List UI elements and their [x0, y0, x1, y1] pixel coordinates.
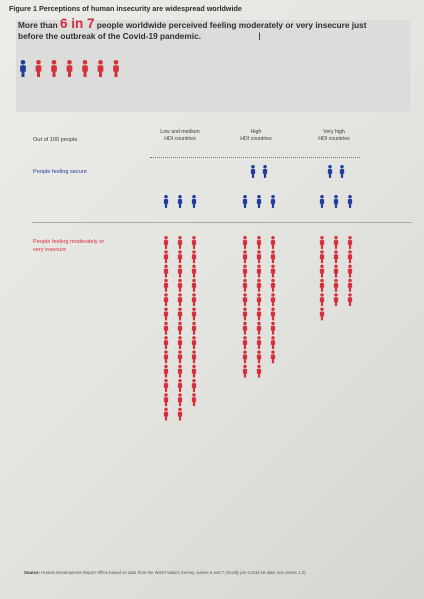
- person-icon: [334, 293, 338, 306]
- person-icon: [320, 279, 324, 292]
- person-icon: [178, 293, 182, 306]
- person-icon: [257, 365, 261, 378]
- person-icon: [178, 195, 182, 208]
- person-icon: [178, 322, 182, 335]
- person-icon: [192, 393, 196, 406]
- person-icon: [334, 195, 338, 208]
- person-icon: [257, 308, 261, 321]
- col-head-line: High: [250, 129, 262, 135]
- person-icon: [243, 293, 247, 306]
- person-icon: [334, 265, 338, 278]
- person-icon: [348, 236, 352, 249]
- person-icon: [271, 265, 275, 278]
- person-icon: [192, 308, 196, 321]
- person-icon: [348, 265, 352, 278]
- person-icon: [164, 308, 168, 321]
- person-icon: [243, 322, 247, 335]
- person-icon: [164, 365, 168, 378]
- person-icon: [348, 195, 352, 208]
- person-icon: [178, 393, 182, 406]
- person-icon: [178, 408, 182, 421]
- person-icon: [164, 236, 168, 249]
- person-icon: [334, 236, 338, 249]
- person-icon: [178, 236, 182, 249]
- person-icon: [320, 236, 324, 249]
- person-icon: [271, 250, 275, 263]
- person-icon: [164, 322, 168, 335]
- person-icon: [348, 293, 352, 306]
- person-icon: [271, 236, 275, 249]
- person-icon: [334, 250, 338, 263]
- person-icon: [320, 195, 324, 208]
- person-icon: [192, 379, 196, 392]
- person-icon: [164, 195, 168, 208]
- person-icon: [257, 336, 261, 349]
- person-icon: [178, 365, 182, 378]
- person-icon: [164, 279, 168, 292]
- person-icon: [243, 350, 247, 363]
- headline-pre: More than: [18, 20, 60, 30]
- person-icon: [320, 308, 324, 321]
- person-icon: [271, 293, 275, 306]
- person-icon: [178, 265, 182, 278]
- headline-highlight: 6 in 7: [59, 16, 95, 31]
- person-icon: [348, 279, 352, 292]
- row-label-insecure-line: very insecure: [33, 247, 67, 253]
- person-icon: [271, 322, 275, 335]
- person-icon: [257, 236, 261, 249]
- person-icon: [334, 279, 338, 292]
- person-icon: [243, 308, 247, 321]
- person-icon: [192, 265, 196, 278]
- person-icon: [348, 250, 352, 263]
- person-icon: [192, 336, 196, 349]
- person-icon: [164, 265, 168, 278]
- person-icon: [243, 336, 247, 349]
- person-icon: [243, 365, 247, 378]
- person-icon: [192, 250, 196, 263]
- person-icon: [257, 350, 261, 363]
- row-label-insecure-line: People feeling moderately or: [33, 239, 105, 245]
- col-head-line: HDI countries: [164, 136, 196, 142]
- text-cursor-icon: I: [258, 31, 262, 43]
- person-icon: [192, 350, 196, 363]
- person-icon: [164, 393, 168, 406]
- person-icon: [257, 293, 261, 306]
- person-icon: [243, 265, 247, 278]
- person-icon: [271, 308, 275, 321]
- person-icon: [192, 365, 196, 378]
- person-icon: [192, 236, 196, 249]
- person-icon: [257, 265, 261, 278]
- person-icon: [178, 336, 182, 349]
- person-icon: [320, 265, 324, 278]
- person-icon: [271, 195, 275, 208]
- person-icon: [164, 379, 168, 392]
- headline-post: people worldwide perceived feeling moderately or very insecure just before the outbreak of the Covid-19 pandemic.: [18, 20, 367, 41]
- person-icon: [271, 336, 275, 349]
- person-icon: [257, 195, 261, 208]
- person-icon: [257, 250, 261, 263]
- person-icon: [192, 322, 196, 335]
- person-icon: [178, 379, 182, 392]
- person-icon: [271, 279, 275, 292]
- person-icon: [320, 250, 324, 263]
- figure-title: Figure 1 Perceptions of human insecurity are widespread worldwide: [9, 4, 242, 13]
- person-icon: [192, 293, 196, 306]
- person-icon: [164, 408, 168, 421]
- person-icon: [178, 308, 182, 321]
- person-icon: [243, 279, 247, 292]
- person-icon: [192, 279, 196, 292]
- person-icon: [271, 350, 275, 363]
- source-note: [24, 570, 404, 576]
- person-icon: [192, 195, 196, 208]
- person-icon: [328, 165, 332, 178]
- col-head-line: Low and medium: [160, 129, 200, 135]
- person-icon: [178, 250, 182, 263]
- person-icon: [257, 322, 261, 335]
- unit-label: Out of 100 people: [33, 137, 78, 143]
- person-icon: [164, 350, 168, 363]
- row-label-secure: People feeling secure: [33, 169, 87, 175]
- person-icon: [164, 336, 168, 349]
- person-icon: [178, 279, 182, 292]
- person-icon: [243, 250, 247, 263]
- person-icon: [263, 165, 267, 178]
- person-icon: [251, 165, 255, 178]
- person-icon: [164, 250, 168, 263]
- person-icon: [243, 195, 247, 208]
- col-head-line: HDI countries: [318, 136, 350, 142]
- source-label: Source:: [24, 570, 40, 575]
- person-icon: [243, 236, 247, 249]
- col-head-line: Very high: [323, 129, 345, 135]
- person-icon: [320, 293, 324, 306]
- person-icon: [257, 279, 261, 292]
- col-head-line: HDI countries: [240, 136, 272, 142]
- source-text: Human Development Report Office based on data from the World Values Survey, waves 6 and 7 (mostly pre-Covid-19 data; see annex 1.2).: [40, 570, 307, 575]
- person-icon: [164, 293, 168, 306]
- person-icon: [178, 350, 182, 363]
- person-icon: [340, 165, 344, 178]
